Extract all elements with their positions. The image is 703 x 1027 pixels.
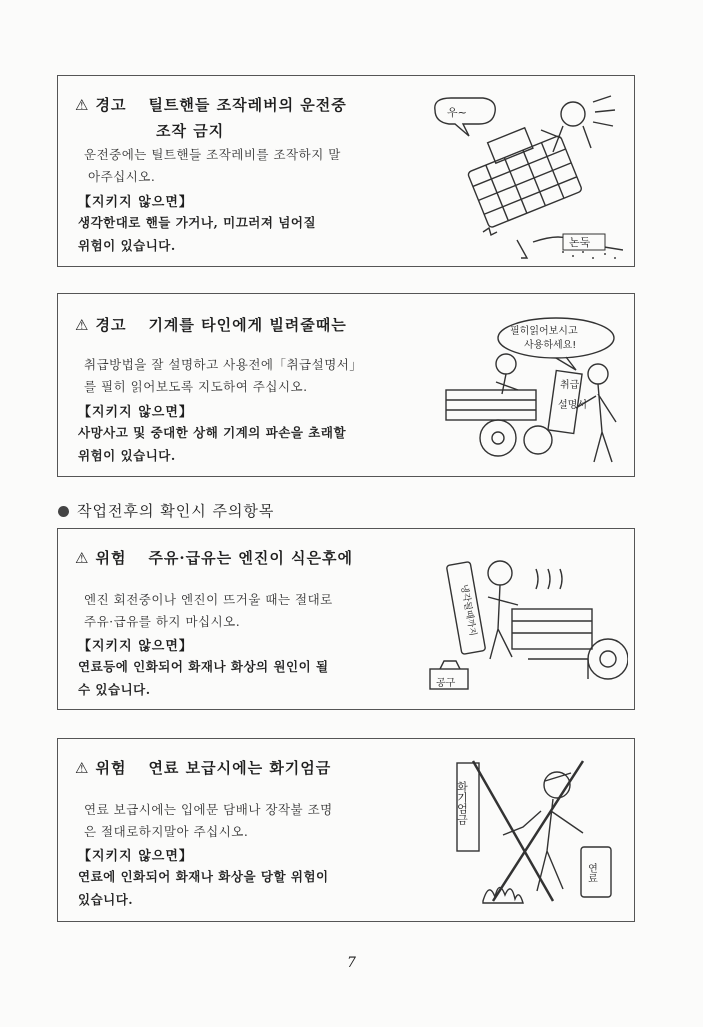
tipping-tractor-illustration (423, 82, 623, 262)
illustration-label: 논둑 (569, 236, 591, 249)
warning-box-tilt-handle (57, 75, 635, 267)
warning-heading (75, 94, 347, 115)
consequence-header: 【지키지 않으면】 (78, 195, 193, 210)
danger-label: 위험 (95, 549, 127, 567)
warning-label: 경고 (95, 316, 127, 334)
body-line: 은 절대로하지말아 주십시오. (84, 824, 249, 839)
body-line: 운전중에는 틸트핸들 조작레비를 조작하지 말 (84, 147, 341, 162)
consequence-text (78, 211, 398, 257)
hot-engine-illustration (428, 549, 628, 707)
consequence-line: 위험이 있습니다. (78, 448, 176, 463)
illustration-label: 사용하세요! (524, 340, 577, 351)
body-line: 연료 보급시에는 입에문 담배나 장작불 조명 (84, 802, 333, 817)
warning-heading (75, 314, 347, 335)
consequence-line: 사망사고 및 중대한 상해 기계의 파손을 초래할 (78, 425, 347, 440)
consequence-header: 【지키지 않으면】 (78, 849, 193, 864)
bullet-icon (58, 506, 69, 517)
page-number: 7 (347, 955, 356, 971)
body-line: 취급방법을 잘 설명하고 사용전에「취급설명서」 (84, 357, 363, 372)
illustration-label: 냉각될때까지 (458, 583, 478, 637)
warning-triangle-icon: ⚠ (75, 759, 90, 777)
warning-title-line2: 조작 금지 (156, 122, 225, 140)
illustration-label: 화기엄금 (455, 781, 469, 825)
consequence-header: 【지키지 않으면】 (78, 639, 193, 654)
manual-handover-illustration (426, 312, 626, 472)
consequence-text (78, 655, 408, 701)
danger-title: 주유·급유는 엔진이 식은후에 (148, 549, 353, 567)
danger-label: 위험 (95, 759, 127, 777)
danger-body (84, 589, 414, 633)
warning-body (84, 144, 404, 188)
section-title-text: 작업전후의 확인시 주의항목 (77, 502, 275, 520)
illustration-label: 우~ (447, 106, 467, 119)
warning-label: 경고 (95, 96, 127, 114)
consequence-line: 생각한대로 핸들 가거나, 미끄러져 넘어질 (78, 215, 317, 230)
consequence-line: 연료에 인화되어 화재나 화상을 당할 위험이 (78, 869, 329, 884)
section-title (58, 500, 274, 521)
danger-heading (75, 547, 353, 568)
body-line: 아주십시오. (88, 169, 156, 184)
warning-triangle-icon: ⚠ (75, 316, 90, 334)
consequence-line: 수 있습니다. (78, 682, 151, 697)
consequence-line: 위험이 있습니다. (78, 238, 176, 253)
warning-body (84, 354, 414, 398)
warning-title: 기계를 타인에게 빌려줄때는 (148, 316, 347, 334)
warning-title: 틸트핸들 조작레버의 운전중 (148, 96, 347, 114)
no-fire-illustration (453, 751, 623, 917)
illustration-label: 필히읽어보시고 (510, 326, 578, 337)
danger-box-no-fire (57, 738, 635, 922)
warning-triangle-icon: ⚠ (75, 96, 90, 114)
consequence-text (78, 421, 408, 467)
danger-box-refueling-cool (57, 528, 635, 710)
danger-heading (75, 757, 331, 778)
body-line: 주유·급유를 하지 마십시오. (84, 614, 241, 629)
danger-title: 연료 보급시에는 화기엄금 (148, 759, 332, 777)
consequence-line: 있습니다. (78, 892, 134, 907)
warning-box-lending (57, 293, 635, 477)
danger-body (84, 799, 414, 843)
consequence-text (78, 865, 408, 911)
illustration-label: 취급 (560, 380, 580, 391)
body-line: 엔진 회전중이나 엔진이 뜨거울 때는 절대로 (84, 592, 333, 607)
consequence-line: 연료등에 인화되어 화재나 화상의 원인이 될 (78, 659, 329, 674)
illustration-label: 연료 (585, 863, 597, 883)
consequence-header: 【지키지 않으면】 (78, 405, 193, 420)
warning-triangle-icon: ⚠ (75, 549, 90, 567)
body-line: 를 필히 읽어보도록 지도하여 주십시오. (84, 379, 308, 394)
illustration-label: 설명서 (558, 400, 587, 411)
illustration-label: 공구 (436, 678, 456, 689)
